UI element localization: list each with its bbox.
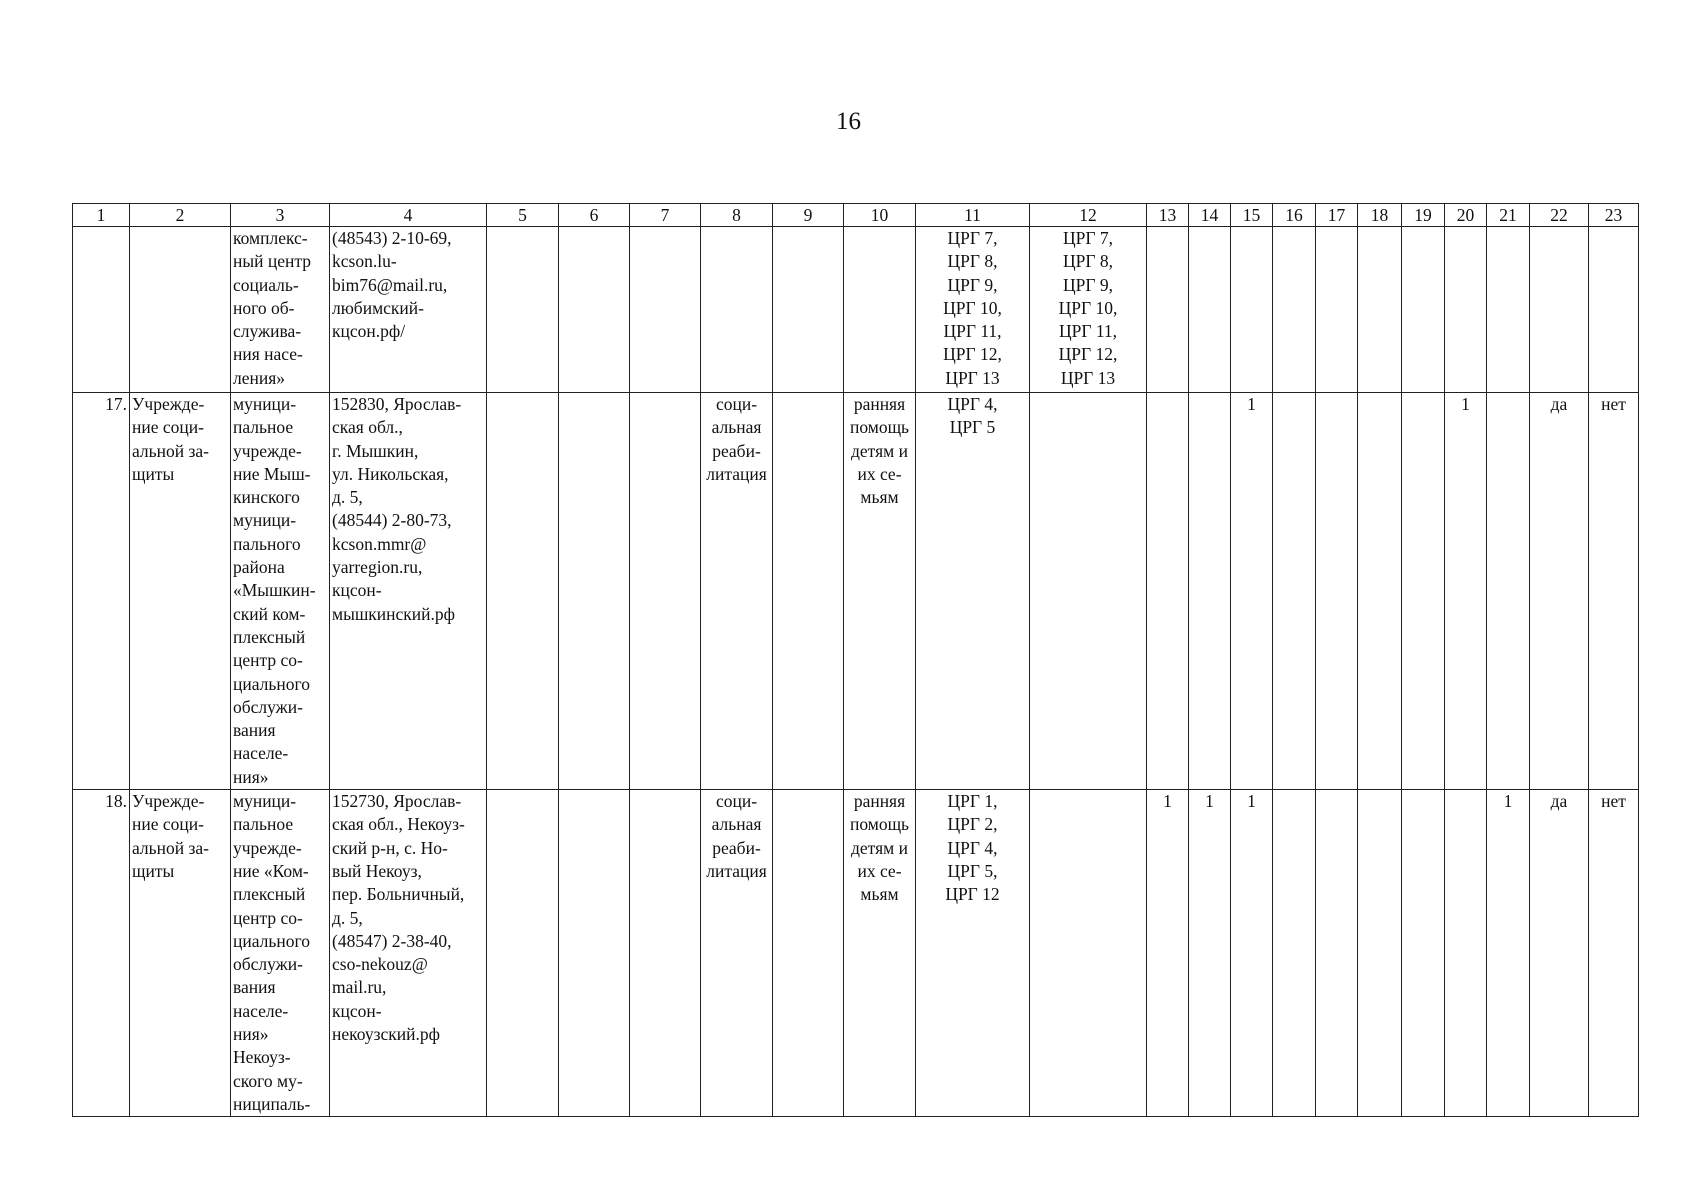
- address-contacts-cell: 152730, Ярослав- ская обл., Некоуз- ский р-н, с. Но- вый Некоуз, пер. Больничный, д. 5, (48547) 2-38-40, cso-nekouz@ mail.ru, кцсон- некоузский.рф: [330, 790, 487, 1117]
- target-groups-cell: [1030, 393, 1147, 790]
- count-cell: 1: [1147, 790, 1189, 1117]
- table-cell: [559, 227, 630, 393]
- yes-no-cell: [1589, 227, 1639, 393]
- header-cell: 9: [773, 204, 844, 227]
- count-cell: [1316, 227, 1358, 393]
- header-cell: 11: [916, 204, 1030, 227]
- count-cell: [1273, 393, 1316, 790]
- institution-name-cell: муници- пальное учрежде- ние «Ком- плексный центр со- циального обслужи- вания населе- ния» Некоуз- ского му- ниципаль-: [231, 790, 330, 1117]
- table-cell: [559, 790, 630, 1117]
- count-cell: [1358, 790, 1402, 1117]
- institution-type-cell: Учрежде- ние соци- альной за- щиты: [130, 790, 231, 1117]
- row-number-cell: [73, 227, 130, 393]
- count-cell: [1316, 393, 1358, 790]
- page-number: 16: [836, 108, 861, 135]
- yes-no-cell: да: [1530, 790, 1589, 1117]
- table-cell: [630, 790, 701, 1117]
- header-cell: 20: [1445, 204, 1487, 227]
- yes-no-cell: [1530, 227, 1589, 393]
- header-cell: 13: [1147, 204, 1189, 227]
- header-cell: 17: [1316, 204, 1358, 227]
- header-cell: 7: [630, 204, 701, 227]
- target-groups-cell: ЦРГ 1, ЦРГ 2, ЦРГ 4, ЦРГ 5, ЦРГ 12: [916, 790, 1030, 1117]
- table-cell: [487, 790, 559, 1117]
- count-cell: [1487, 393, 1530, 790]
- table-cell: [773, 393, 844, 790]
- header-cell: 12: [1030, 204, 1147, 227]
- header-cell: 1: [73, 204, 130, 227]
- header-cell: 4: [330, 204, 487, 227]
- service-cell: [844, 227, 916, 393]
- yes-no-cell: нет: [1589, 790, 1639, 1117]
- count-cell: 1: [1487, 790, 1530, 1117]
- header-cell: 10: [844, 204, 916, 227]
- header-cell: 2: [130, 204, 231, 227]
- count-cell: [1445, 790, 1487, 1117]
- count-cell: [1189, 227, 1231, 393]
- count-cell: [1273, 227, 1316, 393]
- row-number-cell: 18.: [73, 790, 130, 1117]
- count-cell: [1231, 227, 1273, 393]
- header-cell: 3: [231, 204, 330, 227]
- table-row: [73, 393, 1639, 790]
- column-number-header-row: [73, 204, 1639, 227]
- service-type-cell: [701, 227, 773, 393]
- yes-no-cell: да: [1530, 393, 1589, 790]
- count-cell: [1445, 227, 1487, 393]
- header-cell: 5: [487, 204, 559, 227]
- institution-name-cell: муници- пальное учрежде- ние Мыш- кинского муници- пального района «Мышкин- ский ком- плексный центр со- циального обслужи- вания населе- ния»: [231, 393, 330, 790]
- header-cell: 15: [1231, 204, 1273, 227]
- table-cell: [487, 227, 559, 393]
- table-cell: [487, 393, 559, 790]
- count-cell: [1402, 393, 1445, 790]
- target-groups-cell: [1030, 790, 1147, 1117]
- header-cell: 14: [1189, 204, 1231, 227]
- table-cell: [773, 227, 844, 393]
- count-cell: [1189, 393, 1231, 790]
- count-cell: [1487, 227, 1530, 393]
- address-contacts-cell: (48543) 2-10-69, kcson.lu- bim76@mail.ru, любимский- кцсон.рф/: [330, 227, 487, 393]
- table-cell: [630, 227, 701, 393]
- count-cell: 1: [1231, 393, 1273, 790]
- address-contacts-cell: 152830, Ярослав- ская обл., г. Мышкин, ул. Никольская, д. 5, (48544) 2-80-73, kcson.mmr@ yarregion.ru, кцсон- мышкинский.рф: [330, 393, 487, 790]
- header-cell: 18: [1358, 204, 1402, 227]
- service-cell: ранняя помощь детям и их се- мьям: [844, 393, 916, 790]
- institution-type-cell: [130, 227, 231, 393]
- count-cell: [1273, 790, 1316, 1117]
- header-cell: 16: [1273, 204, 1316, 227]
- table-row: [73, 790, 1639, 1117]
- count-cell: 1: [1445, 393, 1487, 790]
- header-cell: 23: [1589, 204, 1639, 227]
- header-cell: 22: [1530, 204, 1589, 227]
- count-cell: [1147, 227, 1189, 393]
- count-cell: 1: [1189, 790, 1231, 1117]
- institutions-table: [72, 203, 1639, 1117]
- header-cell: 19: [1402, 204, 1445, 227]
- table-row: [73, 227, 1639, 393]
- count-cell: [1402, 227, 1445, 393]
- table-cell: [630, 393, 701, 790]
- institution-type-cell: Учрежде- ние соци- альной за- щиты: [130, 393, 231, 790]
- target-groups-cell: ЦРГ 7, ЦРГ 8, ЦРГ 9, ЦРГ 10, ЦРГ 11, ЦРГ 12, ЦРГ 13: [1030, 227, 1147, 393]
- target-groups-cell: ЦРГ 4, ЦРГ 5: [916, 393, 1030, 790]
- table-cell: [559, 393, 630, 790]
- service-type-cell: соци- альная реаби- литация: [701, 393, 773, 790]
- header-cell: 8: [701, 204, 773, 227]
- institution-name-cell: комплекс- ный центр социаль- ного об- служива- ния насе- ления»: [231, 227, 330, 393]
- count-cell: [1147, 393, 1189, 790]
- row-number-cell: 17.: [73, 393, 130, 790]
- service-cell: ранняя помощь детям и их се- мьям: [844, 790, 916, 1117]
- count-cell: 1: [1231, 790, 1273, 1117]
- table-cell: [773, 790, 844, 1117]
- header-cell: 6: [559, 204, 630, 227]
- yes-no-cell: нет: [1589, 393, 1639, 790]
- header-cell: 21: [1487, 204, 1530, 227]
- count-cell: [1402, 790, 1445, 1117]
- target-groups-cell: ЦРГ 7, ЦРГ 8, ЦРГ 9, ЦРГ 10, ЦРГ 11, ЦРГ 12, ЦРГ 13: [916, 227, 1030, 393]
- count-cell: [1316, 790, 1358, 1117]
- count-cell: [1358, 393, 1402, 790]
- count-cell: [1358, 227, 1402, 393]
- service-type-cell: соци- альная реаби- литация: [701, 790, 773, 1117]
